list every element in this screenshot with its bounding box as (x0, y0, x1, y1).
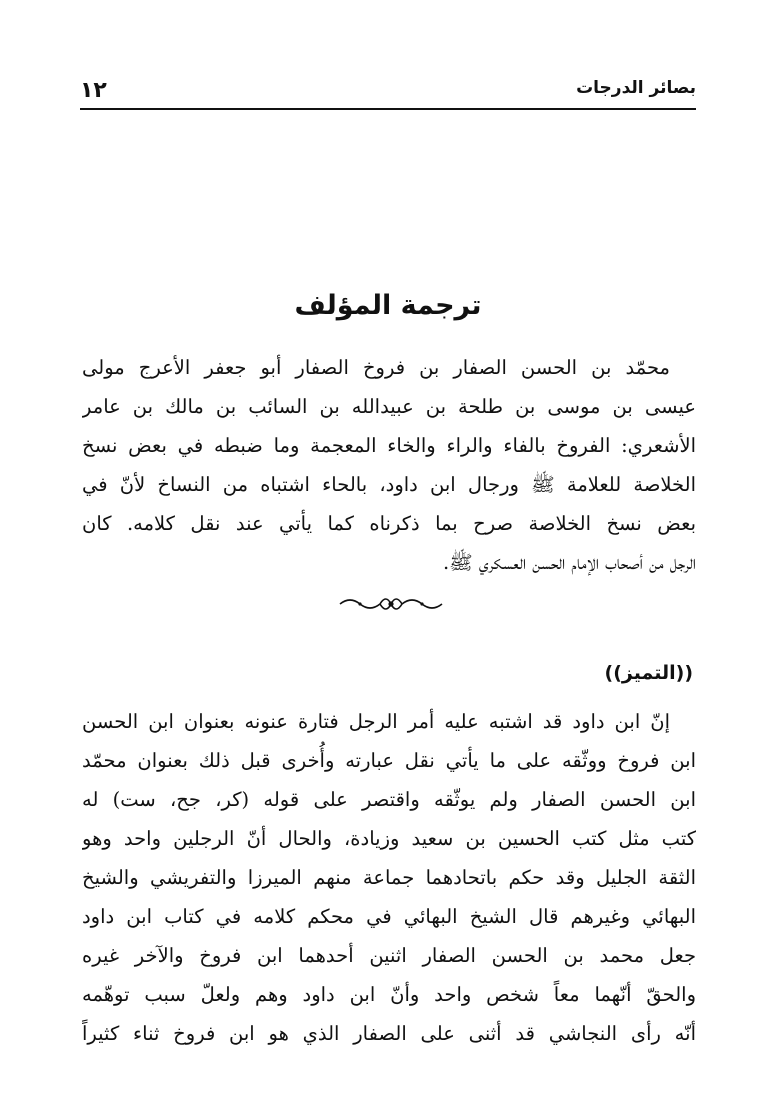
text-line: جعل محمد بن الحسن الصفار اثنين أحدهما ابن فروخ والآخر غيره (82, 944, 696, 967)
text-line: البهائي وغيرهم قال الشيخ البهائي في محكم كلامه في كتاب ابن داود (82, 905, 696, 928)
text-line: الأشعري: الفروخ بالفاء والراء والخاء المعجمة وما ضبطه في بعض نسخ (82, 434, 696, 457)
ornament-divider-icon (336, 592, 446, 616)
text-line: كتب مثل كتب الحسين بن سعيد وزيادة، والحال أنّ الرجلين واحد وهو (82, 827, 696, 850)
subheading-distinction: ((التميز)) (604, 662, 693, 684)
text-line: والحقّ أنّهما معاً شخص واحد وأنّ ابن داود وهم ولعلّ سبب توهّمه (82, 983, 696, 1006)
author-biography-paragraph (82, 348, 696, 582)
text-line: الخلاصة للعلامة ﷺ ورجال ابن داود، بالحاء اشتباه من النساخ لأنّ في (82, 473, 696, 496)
text-line: عيسى بن موسى بن طلحة بن عبيدالله بن السائب بن مالك بن عامر (82, 395, 696, 418)
section-title: ترجمة المؤلف (294, 290, 482, 321)
text-line: ابن الحسن الصفار ولم يوثّقه واقتصر على قوله (كر، جح، ست) له (82, 788, 696, 811)
text-line: بعض نسخ الخلاصة صرح بما ذكرناه كما يأتي عند نقل كلامه. كان (82, 512, 696, 535)
distinction-paragraph (82, 702, 696, 1053)
text-line: ابن فروخ ووثّقه على ما يأتي نقل عبارته وأُخرى قبل ذلك بعنوان محمّد (82, 749, 696, 772)
text-line: أنّه رأى النجاشي قد أثنى على الصفار الذي هو ابن فروخ ثناء كثيراً (82, 1022, 696, 1045)
text-line: الرجل من أصحاب الإمام الحسن العسكري ﷺ. (442, 551, 696, 574)
text-line: الثقة الجليل وقد حكم باتحادهما جماعة منهم الميرزا والتفريشي والشيخ (82, 866, 696, 889)
book-title: بصائر الدرجات (576, 78, 696, 98)
text-line: محمّد بن الحسن الصفار بن فروخ الصفار أبو جعفر الأعرج مولى (82, 356, 670, 379)
running-header (80, 76, 696, 110)
text-line: إنّ ابن داود قد اشتبه عليه أمر الرجل فتارة عنونه بعنوان ابن الحسن (82, 710, 670, 733)
page-number: ١٢ (80, 78, 107, 103)
